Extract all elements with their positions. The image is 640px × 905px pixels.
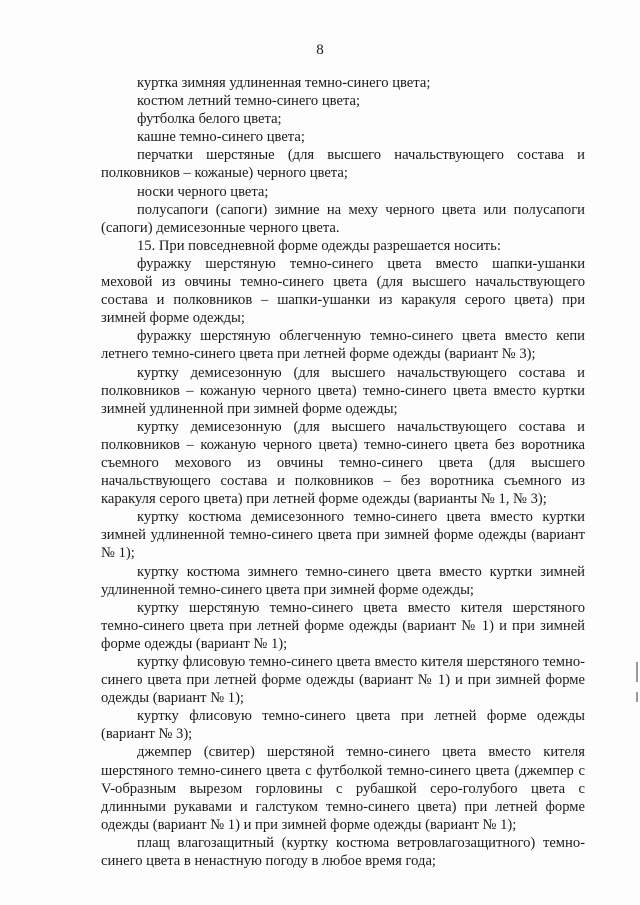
paragraph: фуражку шерстяную темно-синего цвета вместо шапки-ушанки меховой из овчины темно-синего цвета (для высшего начальствующего состава и полковников – шапки-ушанки из каракуля серого цвета) при зимней форме одежды;: [101, 255, 585, 327]
section-heading-15: 15. При повседневной форме одежды разрешается носить:: [137, 237, 501, 254]
paragraph: куртку флисовую темно-синего цвета при летней форме одежды (вариант № 3);: [101, 708, 585, 743]
paragraph: куртку костюма зимнего темно-синего цвета вместо куртки зимней удлиненной темно-синего цвета при зимней форме одежды;: [101, 563, 585, 598]
paragraph: джемпер (свитер) шерстяной темно-синего цвета вместо кителя шерстяного темно-синего цвета с футболкой темно-синего цвета (джемпер с V-образным вырезом горловины с рубашкой серо-голубого цвета с длинными рукавами и галстуком темно-синего цвета) при летней форме одежды (вариант № 1) и при зимней форме одежды (вариант № 1);: [101, 744, 585, 833]
paragraph: кашне темно-синего цвета;: [137, 129, 305, 146]
document-body: [101, 74, 585, 870]
paragraph: фуражку шерстяную облегченную темно-синего цвета вместо кепи летнего темно-синего цвета при летней форме одежды (вариант № 3);: [101, 328, 585, 363]
paragraph: костюм летний темно-синего цвета;: [137, 93, 361, 110]
scan-edge-mark: [636, 662, 638, 682]
paragraph: куртку шерстяную темно-синего цвета вместо кителя шерстяного темно-синего цвета при летней форме одежды (вариант № 1) и при зимней форме одежды (вариант № 1);: [101, 599, 585, 652]
paragraph: носки черного цвета;: [137, 183, 269, 200]
paragraph: куртку костюма демисезонного темно-синего цвета вместо куртки зимней удлиненной темно-синего цвета при зимней форме одежды (вариант № 1);: [101, 509, 585, 562]
paragraph: полусапоги (сапоги) зимние на меху черного цвета или полусапоги (сапоги) демисезонные черного цвета.: [101, 201, 585, 236]
paragraph: футболка белого цвета;: [137, 111, 282, 128]
page-number: 8: [316, 42, 324, 58]
paragraph: плащ влагозащитный (куртку костюма ветровлагозащитного) темно-синего цвета в ненастную погоду в любое время года;: [101, 834, 585, 870]
paragraph: перчатки шерстяные (для высшего начальствующего состава и полковников – кожаные) черного цвета;: [101, 147, 585, 182]
paragraph: куртку демисезонную (для высшего начальствующего состава и полковников – кожаную черного цвета) темно-синего цвета без воротника съемного мехового из овчины темно-синего цвета (для высшего начальствующего состава и полковников – без воротника съемного из каракуля серого цвета) при летней форме одежды (варианты № 1, № 3);: [101, 418, 585, 508]
paragraph: куртка зимняя удлиненная темно-синего цвета;: [137, 75, 431, 91]
paragraph: куртку флисовую темно-синего цвета вместо кителя шерстяного темно-синего цвета при летней форме одежды (вариант № 1) и при зимней форме одежды (вариант № 1);: [101, 654, 585, 707]
scan-edge-mark: [636, 692, 638, 702]
paragraph: куртку демисезонную (для высшего начальствующего состава и полковников – кожаную черного цвета) темно-синего цвета вместо куртки зимней удлиненной при зимней форме одежды;: [101, 364, 585, 417]
